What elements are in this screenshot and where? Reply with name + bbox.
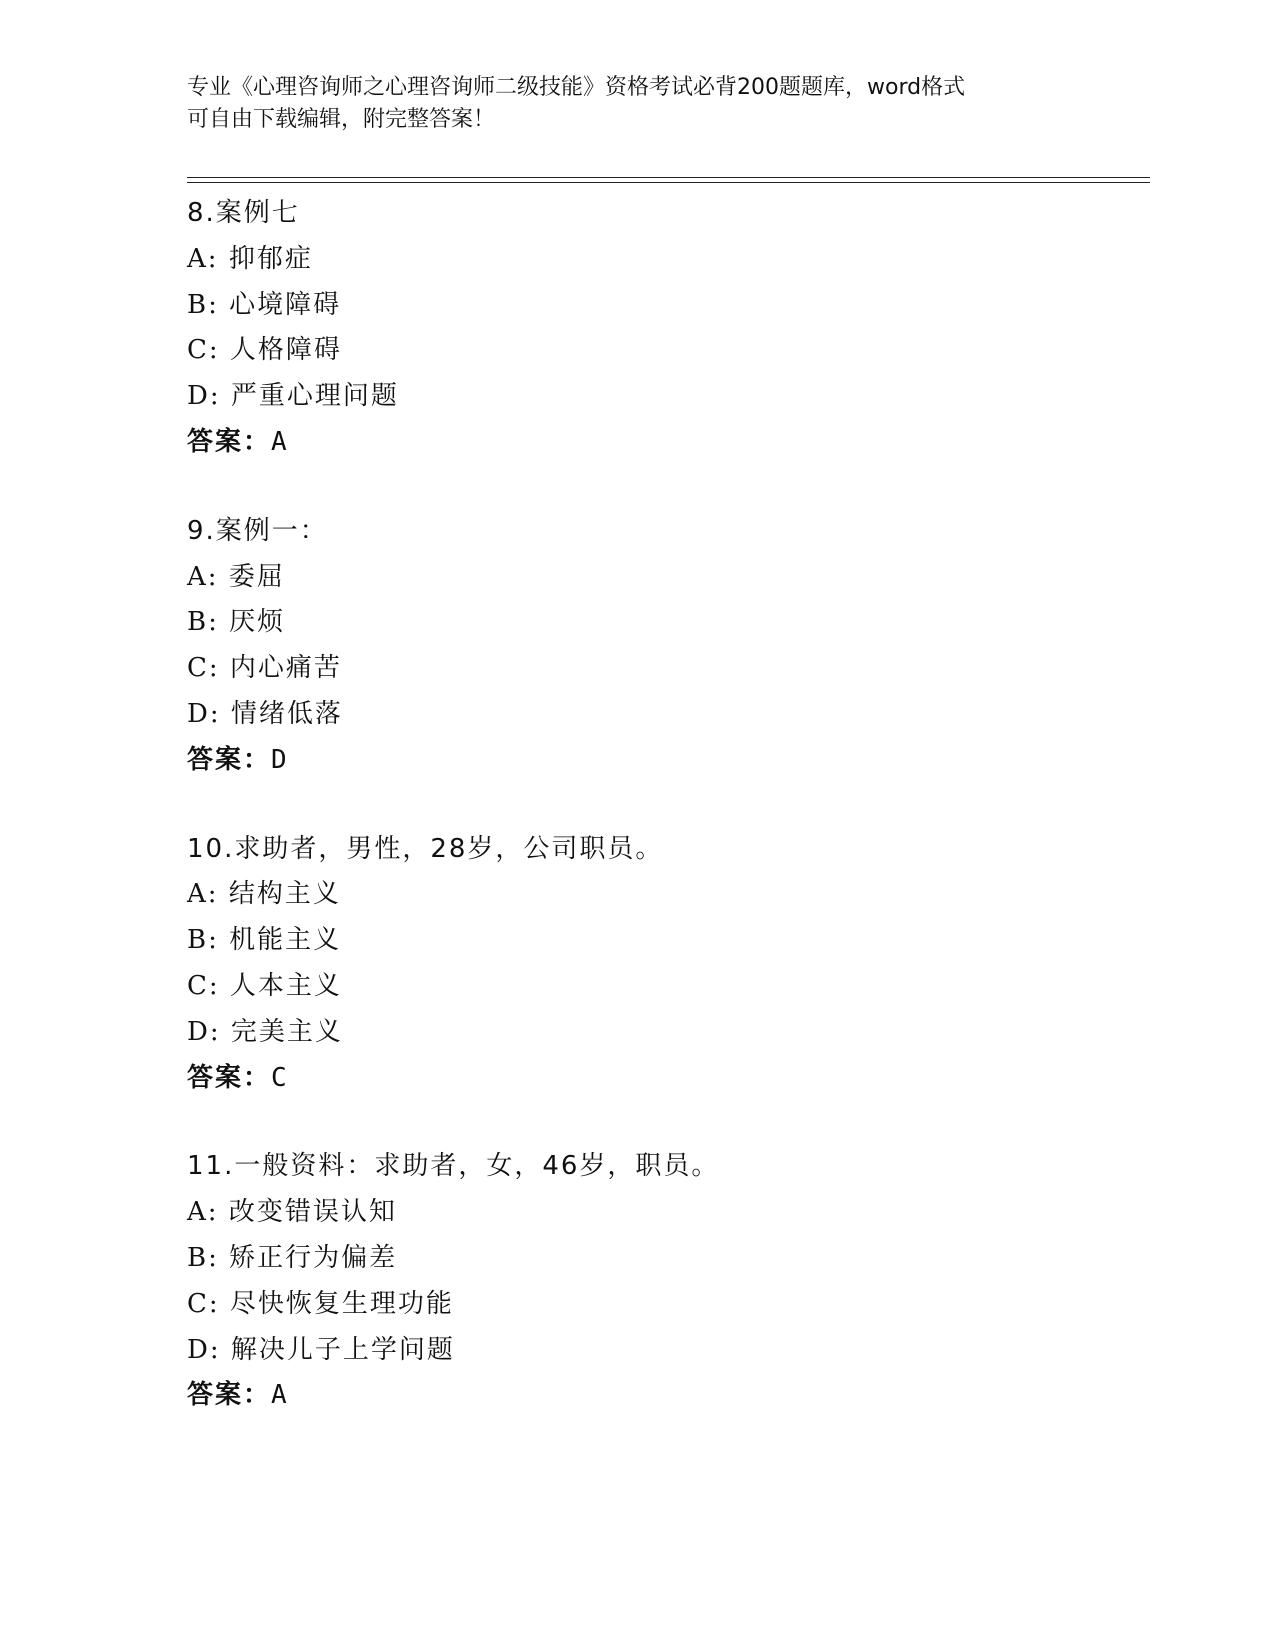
answer-value: A: [271, 426, 287, 457]
option-text: 严重心理问题: [230, 381, 399, 412]
answer-label: 答案：: [187, 1062, 272, 1093]
option-label: B:: [187, 289, 219, 320]
option-label: D:: [187, 1016, 221, 1047]
option-label: D:: [187, 381, 221, 412]
answer-line: [187, 1373, 1147, 1419]
option-d: [187, 1010, 1147, 1056]
option-label: B:: [187, 925, 219, 956]
answer-value: C: [271, 1062, 287, 1093]
question-stem: 11.一般资料：求助者，女，46岁，职员。: [187, 1151, 720, 1182]
option-text: 情绪低落: [230, 698, 343, 729]
option-label: A:: [187, 561, 219, 592]
option-c: [187, 328, 1147, 374]
question-stem: 8.案例七: [187, 198, 300, 228]
option-label: D:: [187, 1334, 221, 1365]
option-text: 委屈: [228, 561, 285, 592]
option-a: [187, 1190, 1147, 1236]
answer-label: 答案：: [187, 1380, 272, 1411]
option-b: [187, 283, 1147, 329]
option-label: B:: [187, 607, 219, 638]
option-b: [187, 600, 1147, 646]
option-text: 人格障碍: [229, 335, 342, 366]
option-a: [187, 872, 1147, 918]
option-d: [187, 374, 1147, 420]
option-text: 内心痛苦: [229, 653, 342, 684]
question-item: [187, 827, 1147, 1102]
answer-value: D: [271, 744, 287, 775]
option-text: 抑郁症: [228, 243, 313, 274]
question-stem: 9.案例一：: [187, 515, 328, 546]
header-line-2: 可自由下载编辑，附完整答案！: [187, 107, 496, 132]
option-label: D:: [187, 698, 221, 729]
question-list: [187, 191, 1147, 1462]
option-b: [187, 918, 1147, 964]
option-label: A:: [187, 879, 219, 910]
option-text: 厌烦: [229, 607, 286, 638]
option-text: 结构主义: [228, 879, 341, 910]
option-b: [187, 1236, 1147, 1282]
question-item: [187, 509, 1147, 784]
option-text: 完美主义: [230, 1016, 343, 1047]
option-d: [187, 692, 1147, 738]
option-label: C:: [187, 335, 220, 366]
question-item: [187, 191, 1147, 466]
document-header: [187, 72, 1087, 136]
option-d: [187, 1328, 1147, 1374]
option-text: 解决儿子上学问题: [230, 1334, 455, 1365]
answer-value: A: [271, 1380, 287, 1411]
option-text: 心境障碍: [229, 289, 342, 320]
option-label: C:: [187, 970, 220, 1001]
answer-line: [187, 1056, 1147, 1102]
option-a: [187, 237, 1147, 283]
option-label: C:: [187, 653, 220, 684]
header-line-1: 专业《心理咨询师之心理咨询师二级技能》资格考试必背200题题库，word格式: [187, 75, 966, 100]
option-label: A:: [187, 243, 219, 274]
answer-line: [187, 420, 1147, 466]
option-text: 改变错误认知: [228, 1197, 397, 1228]
option-text: 人本主义: [229, 970, 342, 1001]
option-c: [187, 964, 1147, 1010]
option-c: [187, 1282, 1147, 1328]
answer-label: 答案：: [187, 426, 272, 457]
option-label: B:: [187, 1242, 219, 1273]
option-c: [187, 646, 1147, 692]
option-a: [187, 555, 1147, 601]
option-text: 矫正行为偏差: [229, 1242, 398, 1273]
answer-label: 答案：: [187, 744, 272, 775]
option-text: 尽快恢复生理功能: [229, 1288, 454, 1319]
option-text: 机能主义: [229, 925, 342, 956]
question-stem: 10.求助者，男性，28岁，公司职员。: [187, 833, 664, 864]
option-label: A:: [187, 1197, 219, 1228]
answer-line: [187, 738, 1147, 784]
header-divider-bottom: [187, 182, 1150, 183]
question-item: [187, 1144, 1147, 1419]
option-label: C:: [187, 1288, 220, 1319]
header-divider-top: [187, 177, 1150, 178]
